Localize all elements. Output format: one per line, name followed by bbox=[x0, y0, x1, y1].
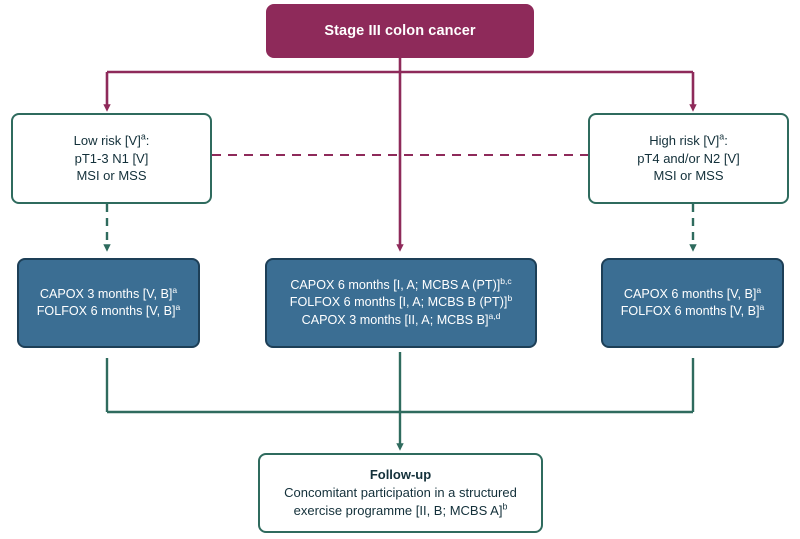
node-high-risk bbox=[588, 113, 789, 204]
node-follow-up bbox=[258, 453, 543, 533]
treatment-center-line-3: CAPOX 3 months [II, A; MCBS B]$^{a,d}$ bbox=[301, 310, 501, 327]
follow-up-line-3: exercise programme [II, B; MCBS A]$^b$ bbox=[293, 501, 508, 518]
high-risk-line-2: pT4 and/or N2 [V] bbox=[637, 150, 740, 166]
node-low-risk bbox=[11, 113, 212, 204]
node-treatment-low-risk bbox=[17, 258, 200, 348]
low-risk-line-2: pT1-3 N1 [V] bbox=[74, 150, 149, 166]
high-risk-line-3: MSI or MSS bbox=[653, 168, 724, 184]
treatment-center-line-2: FOLFOX 6 months [I, A; MCBS B (PT)]$^b$ bbox=[289, 293, 513, 310]
treatment-left-line-2: FOLFOX 6 months [V, B]$^a$ bbox=[36, 301, 181, 318]
node-stage-iii-colon-cancer bbox=[266, 4, 534, 58]
node-treatment-high-risk bbox=[601, 258, 784, 348]
low-risk-line-1: Low risk $[V]^a$: bbox=[73, 131, 150, 148]
treatment-right-line-1: CAPOX 6 months [V, B]$^a$ bbox=[623, 284, 762, 301]
follow-up-line-1: Follow-up bbox=[369, 467, 432, 483]
low-risk-line-3: MSI or MSS bbox=[76, 168, 147, 184]
follow-up-line-2: Concomitant participation in a structured bbox=[284, 485, 517, 501]
treatment-right-line-2: FOLFOX 6 months [V, B]$^a$ bbox=[620, 301, 765, 318]
node-title-label: Stage III colon cancer bbox=[324, 23, 476, 39]
treatment-left-line-1: CAPOX 3 months [V, B]$^a$ bbox=[39, 284, 178, 301]
treatment-center-line-1: CAPOX 6 months [I, A; MCBS A (PT)]$^{b,c}$ bbox=[290, 275, 512, 292]
high-risk-line-1: High risk $[V]^a$: bbox=[649, 131, 728, 148]
node-treatment-center bbox=[265, 258, 537, 348]
